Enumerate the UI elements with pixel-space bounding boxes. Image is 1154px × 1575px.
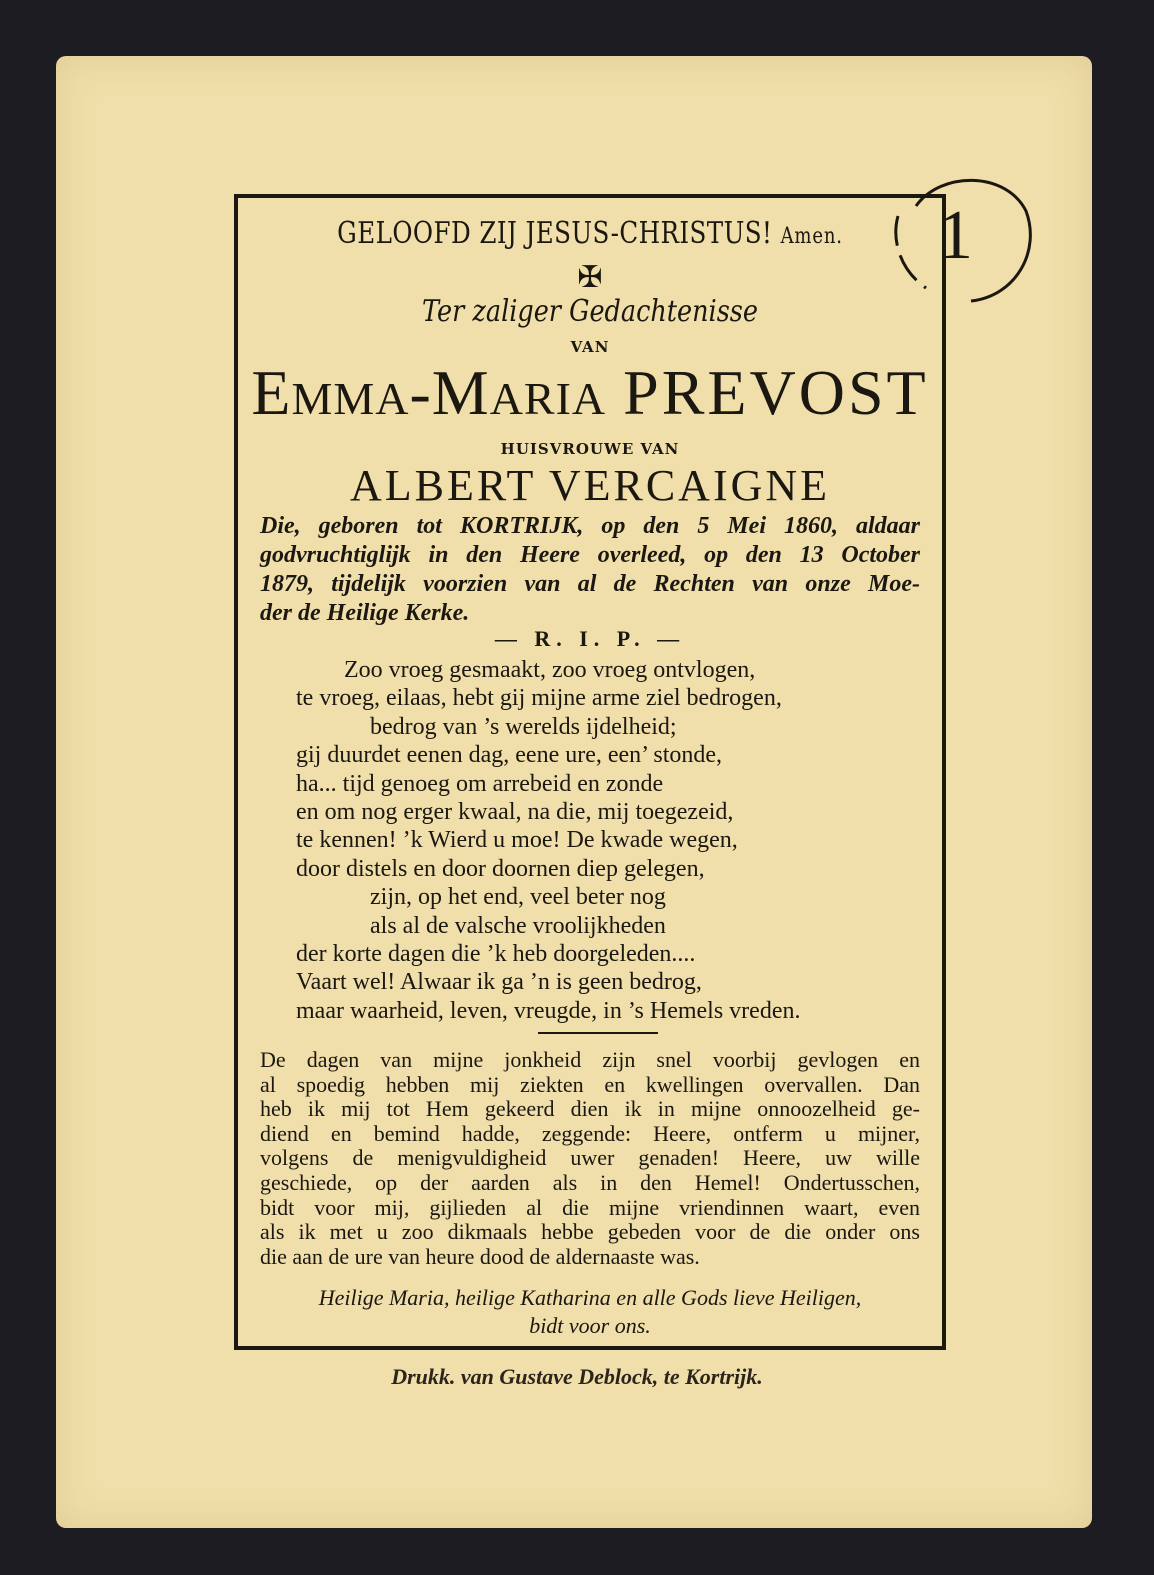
poem-line: te vroeg, eilaas, hebt gij mijne arme ziel bedrogen,	[296, 685, 782, 712]
surname: PREVOST	[623, 357, 929, 428]
poem-line: zijn, op het end, veel beter nog	[370, 884, 666, 911]
deceased-name	[238, 356, 942, 430]
name-rest-2: ARIA	[489, 373, 607, 424]
prose-line: bidt voor mij, gijlieden al die mijne vriendinnen waart, even	[260, 1194, 920, 1220]
van-label: VAN	[570, 338, 610, 356]
prose-line: volgens de menigvuldigheid uwer genaden! Heere, uw wille	[260, 1145, 920, 1171]
poem-line: door distels en door doornen diep gelegen,	[296, 855, 705, 882]
poem-line: als al de valsche vroolijkheden	[370, 912, 666, 939]
poem-line: bedrog van ’s werelds ijdelheid;	[370, 713, 677, 740]
stamp-circle	[916, 180, 1030, 301]
prayer-line: bidt voor ons.	[529, 1313, 651, 1338]
poem-line: der korte dagen die ’k heb doorgeleden....	[296, 941, 696, 968]
prayer-line: Heilige Maria, heilige Katharina en alle Gods lieve Heiligen,	[318, 1285, 862, 1310]
poem-line: maar waarheid, leven, vreugde, in ’s Hemels vreden.	[296, 997, 801, 1024]
prose-line: De dagen van mijne jonkheid zijn snel voorbij gevlogen en	[260, 1047, 920, 1072]
header-invocation	[301, 216, 878, 251]
prose-line: diend en bemind hadde, zeggende: Heere, ontferm u mijner,	[260, 1120, 920, 1146]
poem-line: en om nog erger kwaal, na die, mij toegezeid,	[296, 799, 734, 826]
handwritten-number-stamp	[886, 166, 1036, 316]
bio-line: der de Heilige Kerke.	[260, 600, 470, 626]
spouse-label: HUISVROUWE VAN	[500, 440, 680, 458]
poem-line: ha... tijd genoeg om arrebeid en zonde	[296, 770, 664, 797]
name-initial-2: M	[431, 357, 490, 428]
subtitle: Ter zaliger Gedachtenisse	[422, 294, 758, 329]
prose-line: geschiede, op der aarden als in den Hemel! Ondertusschen,	[260, 1169, 920, 1195]
prose-line: als ik met u zoo dikmaals hebbe gebeden voor de die onder ons	[260, 1219, 920, 1245]
poem-line: Zoo vroeg gesmaakt, zoo vroeg ontvlogen,	[344, 657, 756, 683]
header-amen: Amen.	[780, 224, 843, 249]
stamp-circle-left	[896, 216, 926, 288]
name-rest-1: MMA	[291, 373, 410, 424]
maltese-cross-icon: ✠	[577, 260, 603, 295]
bio-line: 1879, tijdelijk voorzien van al de Rechten van onze Moe-	[260, 571, 920, 597]
section-divider	[538, 1032, 658, 1034]
bio-line: Die, geboren tot KORTRIJK, op den 5 Mei 1860, aldaar	[260, 513, 920, 539]
header-text: GELOOFD ZIJ JESUS-CHRISTUS!	[337, 216, 773, 251]
name-initial-1: E	[251, 357, 292, 428]
prose-line: heb ik mij tot Hem gekeerd dien ik in mijne onnoozelheid ge-	[260, 1096, 920, 1122]
mourning-frame	[234, 194, 946, 1350]
closing-prayer	[260, 1284, 920, 1340]
prose-passage	[260, 1048, 920, 1269]
stamp-number: 1	[938, 197, 973, 274]
prose-line: al spoedig hebben mij ziekten en kwellingen overvallen. Dan	[260, 1071, 920, 1097]
poem-line: gij duurdet eenen dag, eene ure, een’ stonde,	[296, 742, 723, 769]
biography	[260, 512, 920, 628]
prose-line: die aan de ure van heure dood de aldernaaste was.	[260, 1243, 700, 1269]
poem-line: Vaart wel! Alwaar ik ga ’n is geen bedrog,	[296, 969, 702, 996]
poem	[296, 656, 800, 1025]
name-hyphen: -	[409, 357, 432, 428]
bio-line: godvruchtiglijk in den Heere overleed, op den 13 October	[260, 542, 920, 568]
printer-imprint: Drukk. van Gustave Deblock, te Kortrijk.	[391, 1364, 763, 1389]
poem-line: te kennen! ’k Wierd u moe! De kwade wegen,	[296, 827, 738, 854]
rip-line: — R. I. P. —	[494, 626, 686, 651]
spouse-name: ALBERT VERCAIGNE	[349, 461, 831, 510]
